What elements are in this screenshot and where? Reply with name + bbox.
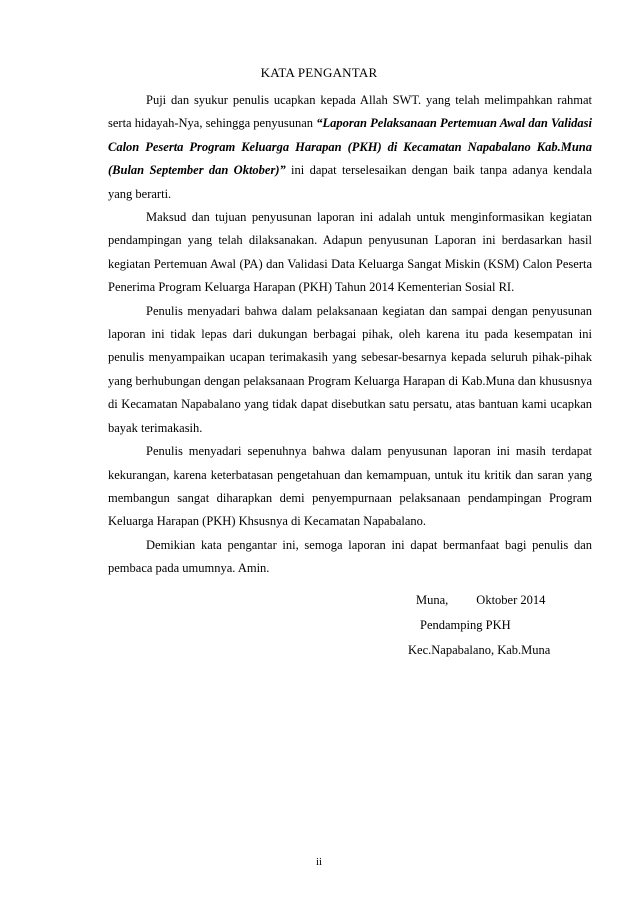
signature-place: Muna, (416, 593, 449, 607)
paragraph-3: Penulis menyadari bahwa dalam pelaksanaan kegiatan dan sampai dengan penyusunan laporan ini tidak lepas dari dukungan berbagai pihak, oleh karena itu pada kesempatan ini penulis menyampaikan ucapan terimakasih yang sebesar-besarnya kepada seluruh pihak-pihak yang berhubungan dengan pelaksanaan Program Keluarga Harapan di Kab.Muna dan khususnya di Kecamatan Napabalano yang tidak dapat disebutkan satu persatu, atas bantuan kami ucapkan bayak terimakasih. (108, 303, 592, 435)
paragraph-1-outro: ini dapat terselesaikan dengan baik tanpa adanya kendala yang berarti. (108, 163, 593, 201)
paragraph-2: Maksud dan tujuan penyusunan laporan ini adalah untuk menginformasikan kegiatan pendampingan yang telah dilaksanakan. Adapun penyusunan Laporan ini berdasarkan hasil kegiatan Pertemuan Awal (PA) dan Validasi Data Keluarga Sangat Miskin (KSM) Calon Peserta Penerima Program Keluarga Harapan (PKH) Tahun 2014 Kementerian Sosial RI. (108, 210, 592, 295)
body-text (108, 89, 592, 581)
signature-date: Oktober 2014 (476, 593, 546, 607)
paragraph-5: Demikian kata pengantar ini, semoga laporan ini dapat bermanfaat bagi penulis dan pembaca pada umumnya. Amin. (108, 537, 592, 576)
signature-place-date (416, 593, 545, 608)
page-number: ii (315, 856, 323, 868)
paragraph-4: Penulis menyadari sepenuhnya bahwa dalam penyusunan laporan ini masih terdapat kekurangan, karena keterbatasan pengetahuan dan kemampuan, untuk itu kritik dan saran yang membangun sangat diharapkan demi penyempurnaan pelaksanaan pendampingan Program Keluarga Harapan (PKH) Khsusnya di Kecamatan Napabalano. (108, 444, 592, 529)
report-title-emphasis: “Laporan Pelaksanaan Pertemuan Awal dan Validasi Calon Peserta Program Keluarga Harapan (PKH) di Kecamatan Napabalano Kab.Muna (Bulan September dan Oktober)” (108, 116, 592, 178)
paragraph-1 (108, 89, 592, 206)
signature-role: Pendamping PKH (420, 618, 511, 632)
signature-location: Kec.Napabalano, Kab.Muna (408, 643, 551, 657)
page-title: KATA PENGANTAR (260, 65, 378, 80)
paragraph-1-intro: Puji dan syukur penulis ucapkan kepada Allah SWT. yang telah melimpahkan rahmat serta hidayah-Nya, sehingga penyusunan (108, 93, 592, 131)
